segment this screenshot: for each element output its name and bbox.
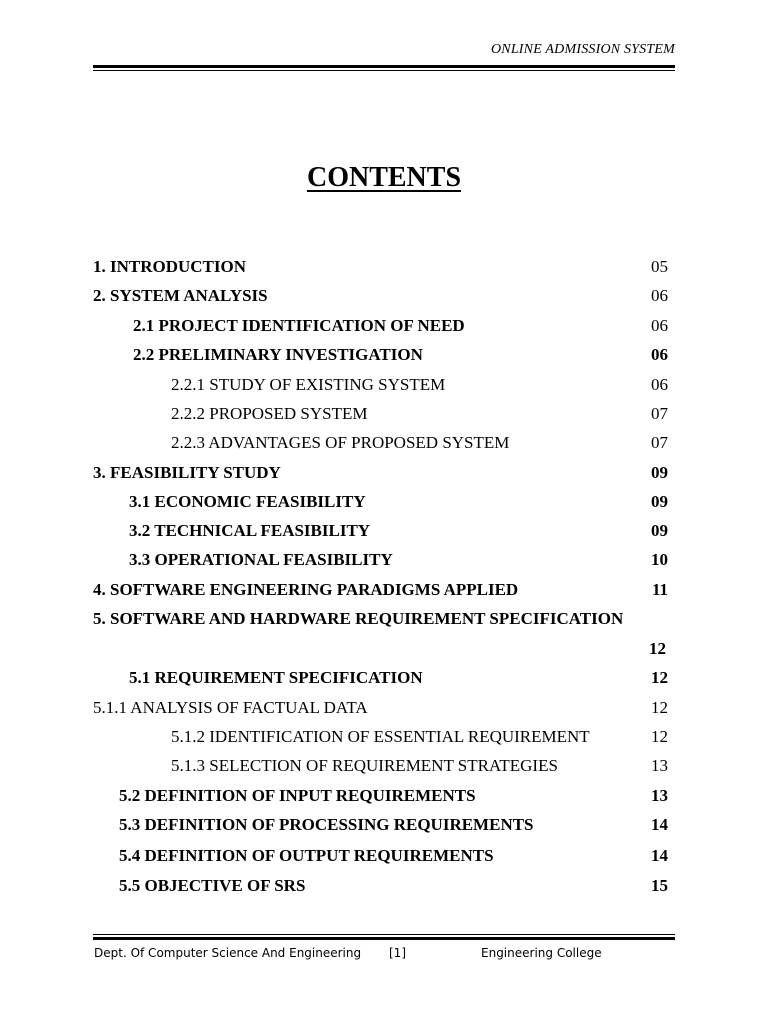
toc-entry (0, 370, 768, 400)
toc-entry-page: 11 (651, 580, 668, 599)
toc-entry-label: 3.1 ECONOMIC FEASIBILITY (129, 492, 366, 511)
footer-rule (93, 934, 675, 940)
toc-entry-page: 12 (649, 639, 666, 658)
toc-entry (0, 575, 768, 605)
toc-entry (0, 604, 768, 634)
toc-entry-page: 12 (651, 698, 668, 717)
toc-entry (0, 722, 768, 752)
toc-entry-label: 5.1.1 ANALYSIS OF FACTUAL DATA (93, 698, 368, 717)
toc-entry (0, 634, 768, 664)
toc-entry (0, 781, 768, 811)
toc-entry (0, 428, 768, 458)
toc-entry (0, 281, 768, 311)
page-title: CONTENTS (306, 162, 462, 193)
toc-entry-label: 3.3 OPERATIONAL FEASIBILITY (129, 550, 393, 569)
toc-entry-label: 5.1.2 IDENTIFICATION OF ESSENTIAL REQUIREMENT (171, 727, 590, 746)
toc-entry-page: 12 (651, 727, 668, 746)
toc-entry-page: 05 (651, 257, 668, 276)
toc-entry-label: 1. INTRODUCTION (93, 257, 247, 276)
toc-entry-label: 2.2.3 ADVANTAGES OF PROPOSED SYSTEM (171, 433, 510, 452)
toc-entry-label: 2.2 PRELIMINARY INVESTIGATION (133, 345, 423, 364)
toc-entry (0, 252, 768, 282)
toc-entry (0, 458, 768, 488)
toc-entry (0, 399, 768, 429)
toc-entry-label: 2.1 PROJECT IDENTIFICATION OF NEED (133, 316, 465, 335)
toc-entry-label: 3. FEASIBILITY STUDY (93, 463, 281, 482)
toc-entry-page: 14 (651, 846, 668, 865)
toc-entry (0, 487, 768, 517)
footer-department: Dept. Of Computer Science And Engineering (94, 946, 362, 960)
toc-entry-label: 5.1 REQUIREMENT SPECIFICATION (129, 668, 423, 687)
toc-entry-page: 12 (651, 668, 668, 687)
toc-entry (0, 871, 768, 901)
toc-entry-page: 14 (651, 815, 668, 834)
footer-college: Engineering College (481, 946, 602, 960)
toc-entry-page: 09 (651, 492, 668, 511)
toc-entry-label: 5.1.3 SELECTION OF REQUIREMENT STRATEGIES (171, 756, 558, 775)
toc-entry (0, 693, 768, 723)
toc-entry (0, 545, 768, 575)
toc-entry-label: 5.5 OBJECTIVE OF SRS (119, 876, 306, 895)
toc-entry-page: 09 (651, 463, 668, 482)
toc-entry-label: 5.4 DEFINITION OF OUTPUT REQUIREMENTS (119, 846, 494, 865)
toc-entry-label: 5.3 DEFINITION OF PROCESSING REQUIREMENTS (119, 815, 534, 834)
toc-entry-page: 06 (651, 345, 668, 364)
toc-entry (0, 841, 768, 871)
toc-entry-page: 13 (651, 756, 668, 775)
toc-entry-page: 15 (651, 876, 668, 895)
toc-entry-page: 09 (651, 521, 668, 540)
toc-entry-label: 3.2 TECHNICAL FEASIBILITY (129, 521, 371, 540)
toc-entry (0, 516, 768, 546)
toc-entry-page: 07 (651, 433, 668, 452)
toc-entry-label: 2.2.1 STUDY OF EXISTING SYSTEM (171, 375, 446, 394)
toc-entry-label: 2. SYSTEM ANALYSIS (93, 286, 268, 305)
toc-entry (0, 810, 768, 840)
toc-entry-page: 13 (651, 786, 668, 805)
toc-entry-page: 06 (651, 286, 668, 305)
toc-entry-label: 5. SOFTWARE AND HARDWARE REQUIREMENT SPECIFICATION (93, 609, 624, 628)
footer-page-number: [1] (389, 946, 406, 960)
header-title: ONLINE ADMISSION SYSTEM (490, 42, 675, 57)
header-rule (93, 65, 675, 71)
toc-entry-page: 06 (651, 316, 668, 335)
toc-entry-label: 5.2 DEFINITION OF INPUT REQUIREMENTS (119, 786, 476, 805)
toc-entry (0, 663, 768, 693)
toc-entry-label: 2.2.2 PROPOSED SYSTEM (171, 404, 368, 423)
toc-entry (0, 751, 768, 781)
toc-entry (0, 340, 768, 370)
toc-entry-label: 4. SOFTWARE ENGINEERING PARADIGMS APPLIED (93, 580, 519, 599)
toc-entry (0, 311, 768, 341)
toc-entry-page: 10 (651, 550, 668, 569)
toc-entry-page: 06 (651, 375, 668, 394)
toc-entry-page: 07 (651, 404, 668, 423)
